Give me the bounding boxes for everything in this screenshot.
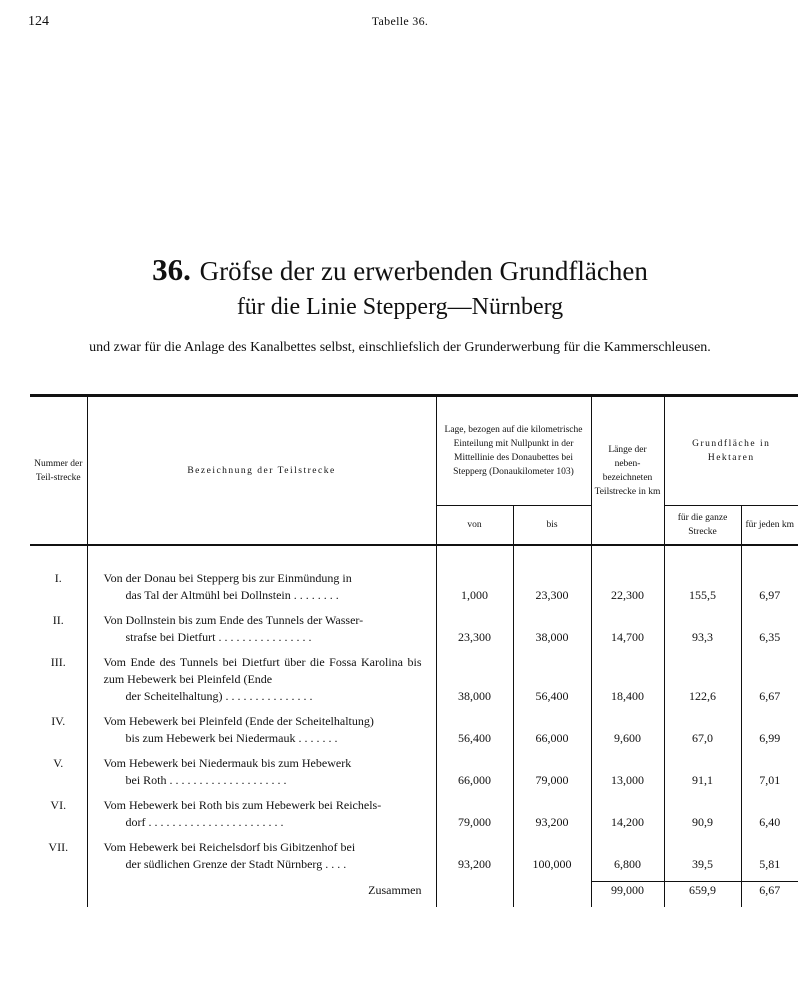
row-von: 56,400 [436, 713, 513, 755]
total-flaeche-km: 6,67 [741, 881, 798, 907]
row-laenge: 9,600 [591, 713, 664, 755]
table-row [30, 612, 798, 654]
row-flaeche-km: 7,01 [759, 773, 781, 787]
row-laenge: 22,300 [591, 545, 664, 612]
header-laenge: Länge der neben-bezeichneten Teilstrecke in km [591, 396, 664, 546]
row-flaeche-km: 5,81 [759, 856, 781, 871]
row-laenge: 14,200 [591, 797, 664, 839]
header-von: von [436, 506, 513, 546]
row-description-line-1: Von Dollnstein bis zum Ende des Tunnels der Wasser- [103, 613, 364, 627]
row-description-line-2: der Scheitelhaltung) . . . . . . . . . . . . . . . [125, 689, 313, 703]
table-row [30, 545, 798, 612]
header-ganze-strecke: für die ganze Strecke [664, 506, 741, 546]
table-title-line-1 [0, 252, 800, 288]
total-empty-bis [513, 881, 591, 907]
row-description-line-1: Von der Donau bei Stepperg bis zur Einmündung in [103, 571, 352, 585]
row-von: 23,300 [436, 612, 513, 654]
total-label: Zusammen [87, 881, 436, 907]
header-bezeichnung: Bezeichnung der Teilstrecke [87, 396, 436, 546]
row-description [87, 755, 436, 797]
header-bis: bis [513, 506, 591, 546]
row-number: V. [30, 755, 87, 797]
row-description [87, 713, 436, 755]
row-flaeche-ganze: 67,0 [664, 713, 741, 755]
row-laenge: 18,400 [591, 654, 664, 713]
header-lage: Lage, bezogen auf die kilometrische Einteilung mit Nullpunkt in der Mittellinie des Donaubettes bei Stepperg (Donaukilometer 103) [436, 396, 591, 506]
row-description-line-2: der südlichen Grenze der Stadt Nürnberg . . . . [125, 857, 347, 871]
header-grundflaeche: Grundfläche in Hektaren [664, 396, 798, 506]
row-description-line-1: Vom Hebewerk bei Reichelsdorf bis Gibitzenhof bei [103, 840, 356, 854]
row-flaeche-km: 6,40 [759, 815, 781, 829]
total-flaeche-ganze: 659,9 [664, 881, 741, 907]
row-flaeche-ganze: 39,5 [664, 839, 741, 881]
table-title-line-2: für die Linie Stepperg—Nürnberg [236, 294, 564, 320]
row-description-line-2: bei Roth . . . . . . . . . . . . . . . . . . . . [125, 773, 287, 787]
row-von: 79,000 [436, 797, 513, 839]
total-laenge: 99,000 [591, 881, 664, 907]
row-flaeche-ganze: 90,9 [664, 797, 741, 839]
row-bis: 66,000 [513, 713, 591, 755]
row-description [87, 797, 436, 839]
total-row [30, 881, 798, 907]
row-description [87, 545, 436, 612]
row-flaeche-ganze: 93,3 [664, 612, 741, 654]
row-laenge: 6,800 [591, 839, 664, 881]
page-number: 124 [28, 14, 49, 29]
row-description-line-1: Vom Hebewerk bei Niedermauk bis zum Hebewerk [103, 756, 352, 770]
row-von: 66,000 [436, 755, 513, 797]
row-bis: 100,000 [513, 839, 591, 881]
running-head [28, 14, 772, 34]
row-number: III. [30, 654, 87, 713]
row-von: 93,200 [436, 839, 513, 881]
total-empty-von [436, 881, 513, 907]
row-flaeche-km: 6,35 [759, 630, 781, 644]
row-number: II. [30, 612, 87, 654]
row-number: IV. [30, 713, 87, 755]
row-von: 38,000 [436, 654, 513, 713]
row-description-line-2: bis zum Hebewerk bei Niedermauk . . . . . . . [125, 731, 338, 745]
row-description [87, 654, 436, 713]
row-flaeche-ganze: 155,5 [664, 545, 741, 612]
table-row [30, 654, 798, 713]
row-bis: 93,200 [513, 797, 591, 839]
row-flaeche-km: 6,67 [759, 689, 781, 703]
row-description-line-2: dorf . . . . . . . . . . . . . . . . . . . . . . . [125, 815, 284, 829]
running-title: Tabelle 36. [371, 14, 429, 28]
row-description-line-1: Vom Ende des Tunnels bei Dietfurt über die Fossa Karolina bis zum Hebewerk bei Pleinfeld (Ende [103, 655, 422, 686]
row-flaeche-ganze: 91,1 [664, 755, 741, 797]
table-row [30, 839, 798, 881]
total-empty-num [30, 881, 87, 907]
table-subtitle: und zwar für die Anlage des Kanalbettes selbst, einschliefslich der Grunderwerbung für die Kammerschleusen. [89, 340, 711, 355]
row-bis: 56,400 [513, 654, 591, 713]
row-bis: 23,300 [513, 545, 591, 612]
table-row [30, 797, 798, 839]
row-description [87, 612, 436, 654]
row-bis: 79,000 [513, 755, 591, 797]
header-nummer: Nummer der Teil-strecke [30, 396, 87, 546]
row-von: 1,000 [436, 545, 513, 612]
row-description-line-1: Vom Hebewerk bei Pleinfeld (Ende der Scheitelhaltung) [103, 714, 374, 728]
row-flaeche-km: 6,97 [759, 588, 781, 602]
row-flaeche-km: 6,99 [759, 731, 781, 745]
row-description-line-2: das Tal der Altmühl bei Dollnstein . . . . . . . . [125, 588, 339, 602]
land-area-table [30, 394, 798, 907]
row-number: VII. [30, 839, 87, 881]
row-laenge: 14,700 [591, 612, 664, 654]
table-number: 36. [152, 252, 191, 287]
row-number: I. [30, 545, 87, 612]
table-row [30, 755, 798, 797]
row-bis: 38,000 [513, 612, 591, 654]
row-description-line-2: strafse bei Dietfurt . . . . . . . . . . . . . . . . [125, 630, 312, 644]
table-row [30, 713, 798, 755]
header-jeden-km: für jeden km [741, 506, 798, 546]
row-flaeche-ganze: 122,6 [664, 654, 741, 713]
row-description-line-1: Vom Hebewerk bei Roth bis zum Hebewerk bei Reichels- [103, 798, 382, 812]
title-text-1: Gröfse der zu erwerbenden Grundflächen [199, 256, 648, 286]
row-description [87, 839, 436, 881]
row-laenge: 13,000 [591, 755, 664, 797]
row-number: VI. [30, 797, 87, 839]
